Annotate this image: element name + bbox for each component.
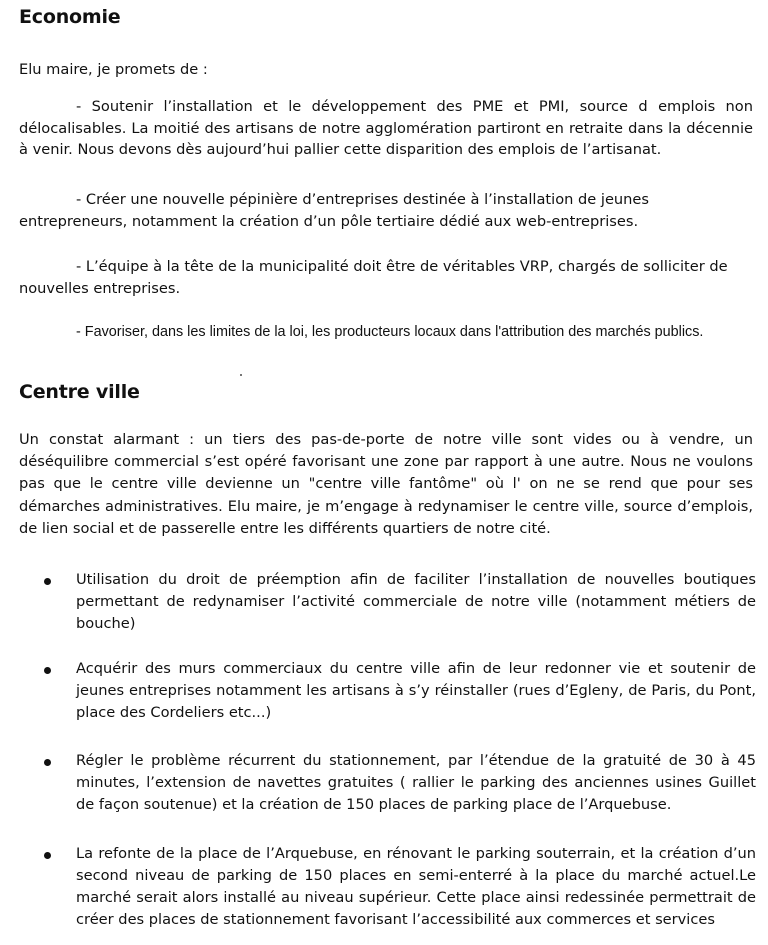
- bullet-icon: [44, 852, 51, 859]
- bullet-icon: [44, 667, 51, 674]
- list-item: [76, 569, 756, 635]
- economie-item-3: - L’équipe à la tête de la municipalité doit être de véritables VRP, chargés de solliciter de nouvelles entreprises.: [19, 258, 728, 297]
- section-heading-centre-ville: Centre ville: [19, 381, 140, 403]
- scan-speck: [240, 374, 242, 376]
- list-item: [76, 750, 756, 816]
- bullet-text: Utilisation du droit de préemption afin de faciliter l’installation de nouvelles boutiques permettant de redynamiser l’activité commerciale de notre ville (notamment métiers de bouche): [76, 571, 756, 632]
- list-item: [76, 658, 756, 724]
- economie-item-2: - Créer une nouvelle pépinière d’entreprises destinée à l’installation de jeunes entrepreneurs, notamment la création d’un pôle tertiaire dédié aux web-entreprises.: [19, 191, 650, 230]
- economie-item-1: - Soutenir l’installation et le développement des PME et PMI, source d emplois non délocalisables. La moitié des artisans de notre agglomération partiront en retraite dans la décennie à venir. Nous devons dès aujourd’hui pallier cette disparition des emplois de l’artisanat.: [19, 98, 753, 158]
- centre-ville-intro: Un constat alarmant : un tiers des pas-de-porte de notre ville sont vides ou à vendre, un déséquilibre commercial s’est opéré favorisant une zone par rapport à une autre. Nous ne voulons pas que le centre ville devienne un "centre ville fantôme" où l' on ne se rend que pour ses démarches administratives. Elu maire, je m’engage à redynamiser le centre ville, source d’emplois, de lien social et de passerelle entre les différents quartiers de notre cité.: [19, 431, 753, 537]
- section-heading-economie: Economie: [19, 6, 121, 28]
- bullet-text: Régler le problème récurrent du stationnement, par l’étendue de la gratuité de 30 à 45 minutes, l’extension de navettes gratuites ( rallier le parking des anciennes usines Guillet de façon soutenue) et la création de 150 places de parking place de l’Arquebuse.: [76, 752, 756, 813]
- bullet-text: La refonte de la place de l’Arquebuse, en rénovant le parking souterrain, et la création d’un second niveau de parking de 150 places en semi-enterré à la place du marché actuel.Le marché serait alors installé au niveau supérieur. Cette place ainsi redessinée permettrait de créer des places de stationnement favorisant l’accessibilité aux commerces et services: [76, 845, 756, 928]
- bullet-text: Acquérir des murs commerciaux du centre ville afin de leur redonner vie et soutenir de jeunes entreprises notamment les artisans à s’y réinstaller (rues d’Egleny, de Paris, du Pont, place des Cordeliers etc...): [76, 660, 756, 721]
- bullet-icon: [44, 578, 51, 585]
- economie-intro: Elu maire, je promets de :: [19, 61, 208, 78]
- economie-item-4: - Favoriser, dans les limites de la loi, les producteurs locaux dans l'attribution des marchés publics.: [76, 324, 704, 340]
- list-item: [76, 843, 756, 931]
- bullet-icon: [44, 759, 51, 766]
